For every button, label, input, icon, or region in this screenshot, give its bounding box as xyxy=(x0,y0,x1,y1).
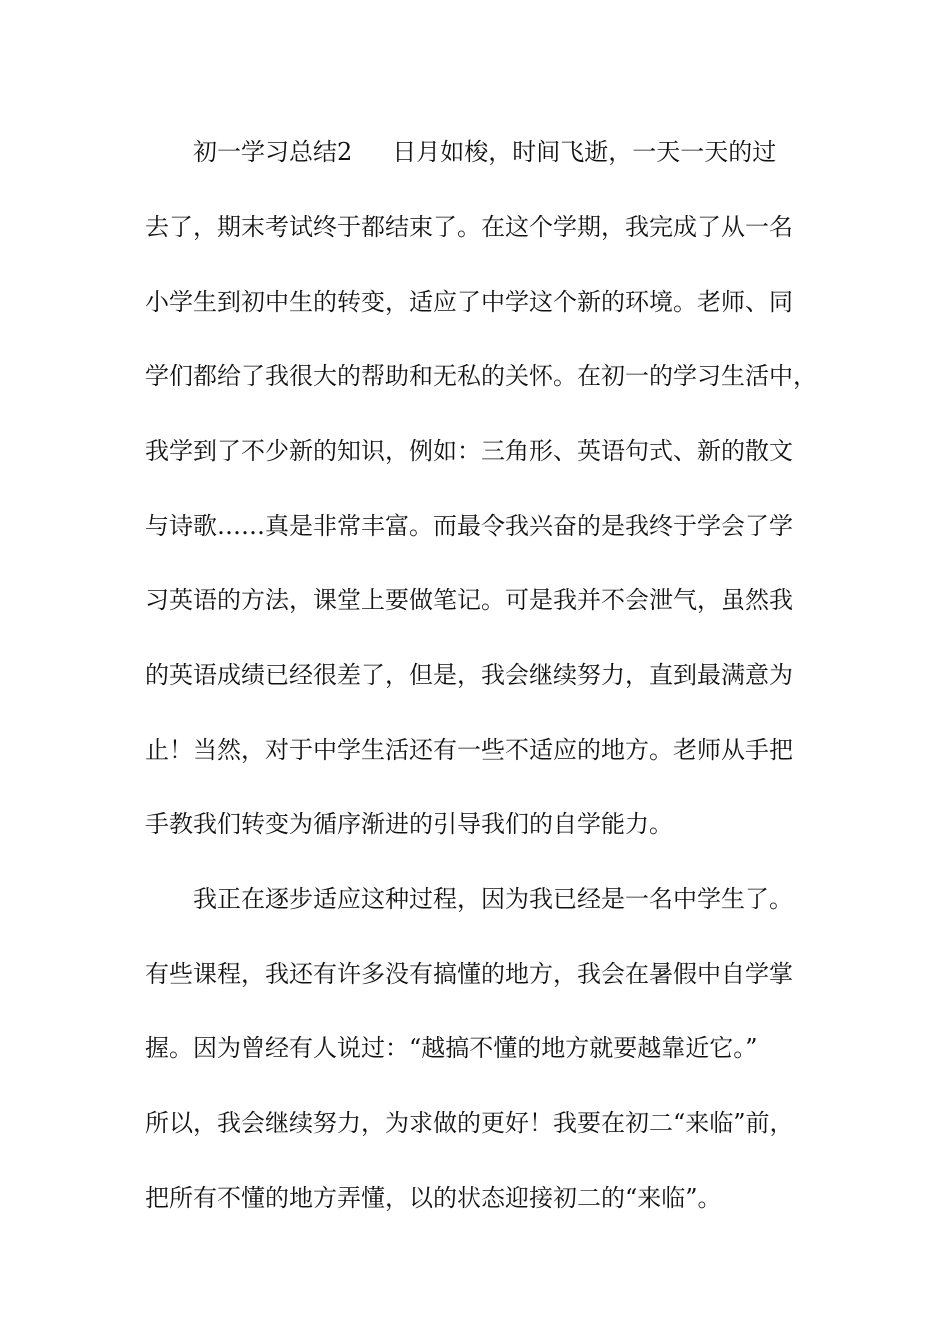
section-title: 初一学习总结2 xyxy=(193,138,353,166)
paragraph-2-line-2: 有些课程，我还有许多没有搞懂的地方，我会在暑假中自学掌 xyxy=(145,960,793,988)
paragraph-1-line-3: 小学生到初中生的转变，适应了中学这个新的环境。老师、同 xyxy=(145,288,793,316)
paragraph-1-line-1 xyxy=(193,137,833,167)
paragraph-2-line-5: 把所有不懂的地方弄懂，以的状态迎接初二的“来临”。 xyxy=(145,1184,722,1212)
paragraph-2-line-4: 所以，我会继续努力，为求做的更好！我要在初二“来临”前， xyxy=(145,1109,794,1137)
paragraph-1-line-9: 止！当然，对于中学生活还有一些不适应的地方。老师从手把 xyxy=(145,736,793,764)
paragraph-1-line-4: 学们都给了我很大的帮助和无私的关怀。在初一的学习生活中， xyxy=(145,362,817,390)
paragraph-1-text-1: 日月如梭，时间飞逝，一天一天的过 xyxy=(392,138,777,166)
paragraph-1-line-5: 我学到了不少新的知识，例如：三角形、英语句式、新的散文 xyxy=(145,437,793,465)
paragraph-1-line-7: 习英语的方法，课堂上要做笔记。可是我并不会泄气，虽然我 xyxy=(145,586,793,614)
paragraph-2-line-1: 我正在逐步适应这种过程，因为我已经是一名中学生了。 xyxy=(193,885,793,913)
paragraph-1-line-8: 的英语成绩已经很差了，但是，我会继续努力，直到最满意为 xyxy=(145,661,793,689)
paragraph-1-line-10: 手教我们转变为循序渐进的引导我们的自学能力。 xyxy=(145,810,673,838)
paragraph-1-line-6: 与诗歌……真是非常丰富。而最令我兴奋的是我终于学会了学 xyxy=(145,512,793,540)
paragraph-1-line-2: 去了，期末考试终于都结束了。在这个学期，我完成了从一名 xyxy=(145,213,793,241)
paragraph-2-line-3: 握。因为曾经有人说过：“越搞不懂的地方就要越靠近它。” xyxy=(145,1034,758,1062)
